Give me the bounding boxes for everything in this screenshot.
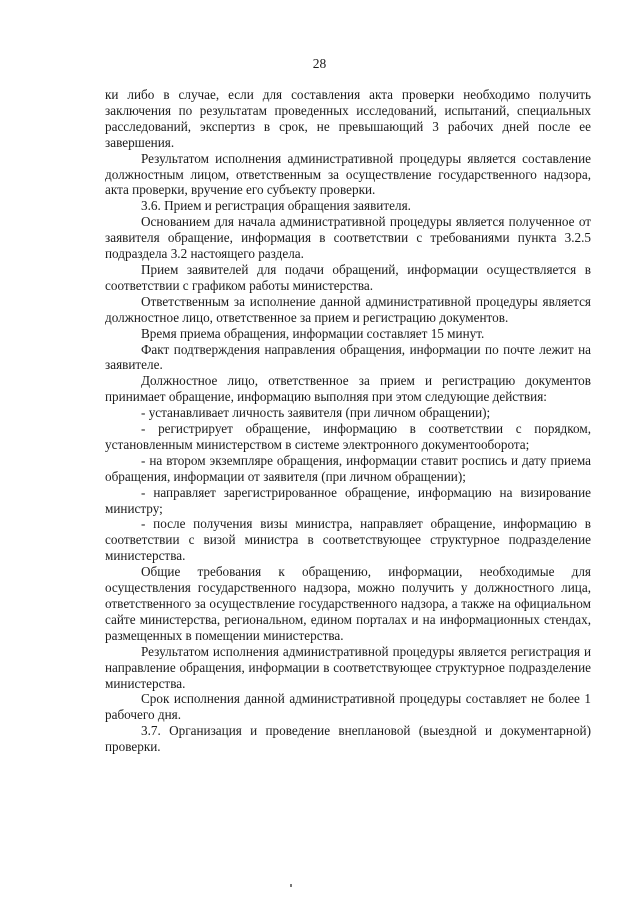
paragraph: - на втором экземпляре обращения, информации ставит роспись и дату приема обращения, информации от заявителя (при личном обращении); xyxy=(105,452,591,484)
paragraph: 3.6. Прием и регистрация обращения заявителя. xyxy=(141,198,411,214)
paragraph: Основанием для начала административной процедуры является полученное от заявителя обращение, информация в соответствии с требованиями пункта 3.2.5 подраздела 3.2 настоящего раздела. xyxy=(105,214,591,262)
paragraph: - направляет зарегистрированное обращение, информацию на визирование министру; xyxy=(105,484,591,516)
paragraph: Общие требования к обращению, информации, необходимые для осуществления государственного надзора, можно получить у должностного лица, ответственного за осуществление государственного надзора, а также на официальном сайте министерства, региональном, едином порталах и на информационных стендах, размещенных в помещении министерства. xyxy=(105,564,591,643)
paragraph: Результатом исполнения административной процедуры является составление должностным лицом, ответственным за осуществление государственного надзора, акта проверки, вручение его субъекту проверки. xyxy=(105,150,591,198)
paragraph: Прием заявителей для подачи обращений, информации осуществляется в соответствии с графиком работы министерства. xyxy=(105,261,591,293)
paragraph: Должностное лицо, ответственное за прием и регистрацию документов принимает обращение, информацию выполняя при этом следующие действия: xyxy=(105,373,591,405)
paragraph: Срок исполнения данной административной процедуры составляет не более 1 рабочего дня. xyxy=(105,691,591,723)
paragraph: Результатом исполнения административной процедуры является регистрация и направление обращения, информации в соответствующее структурное подразделение министерства. xyxy=(105,643,591,691)
paragraph: Время приема обращения, информации составляет 15 минут. xyxy=(141,325,485,341)
paragraph: 3.7. Организация и проведение внеплановой (выездной и документарной) проверки. xyxy=(105,723,591,755)
paragraph: Факт подтверждения направления обращения, информации по почте лежит на заявителе. xyxy=(105,341,591,373)
scan-artifact xyxy=(290,884,292,887)
paragraph: - регистрирует обращение, информацию в соответствии с порядком, установленным министерством в системе электронного документооборота; xyxy=(105,421,591,452)
page-number: 28 xyxy=(312,56,327,71)
paragraph: - устанавливает личность заявителя (при личном обращении); xyxy=(141,405,491,421)
paragraph: Ответственным за исполнение данной административной процедуры является должностное лицо, ответственное за прием и регистрацию документов. xyxy=(105,293,591,325)
paragraph: ки либо в случае, если для составления акта проверки необходимо получить заключения по результатам проведенных исследований, испытаний, специальных расследований, экспертиз в срок, не превышающий 3 рабочих дней после ее завершения. xyxy=(105,87,591,150)
body-text xyxy=(105,87,591,755)
paragraph: - после получения визы министра, направляет обращение, информацию в соответствии с визой министра в соответствующее структурное подразделение министерства. xyxy=(105,516,591,564)
